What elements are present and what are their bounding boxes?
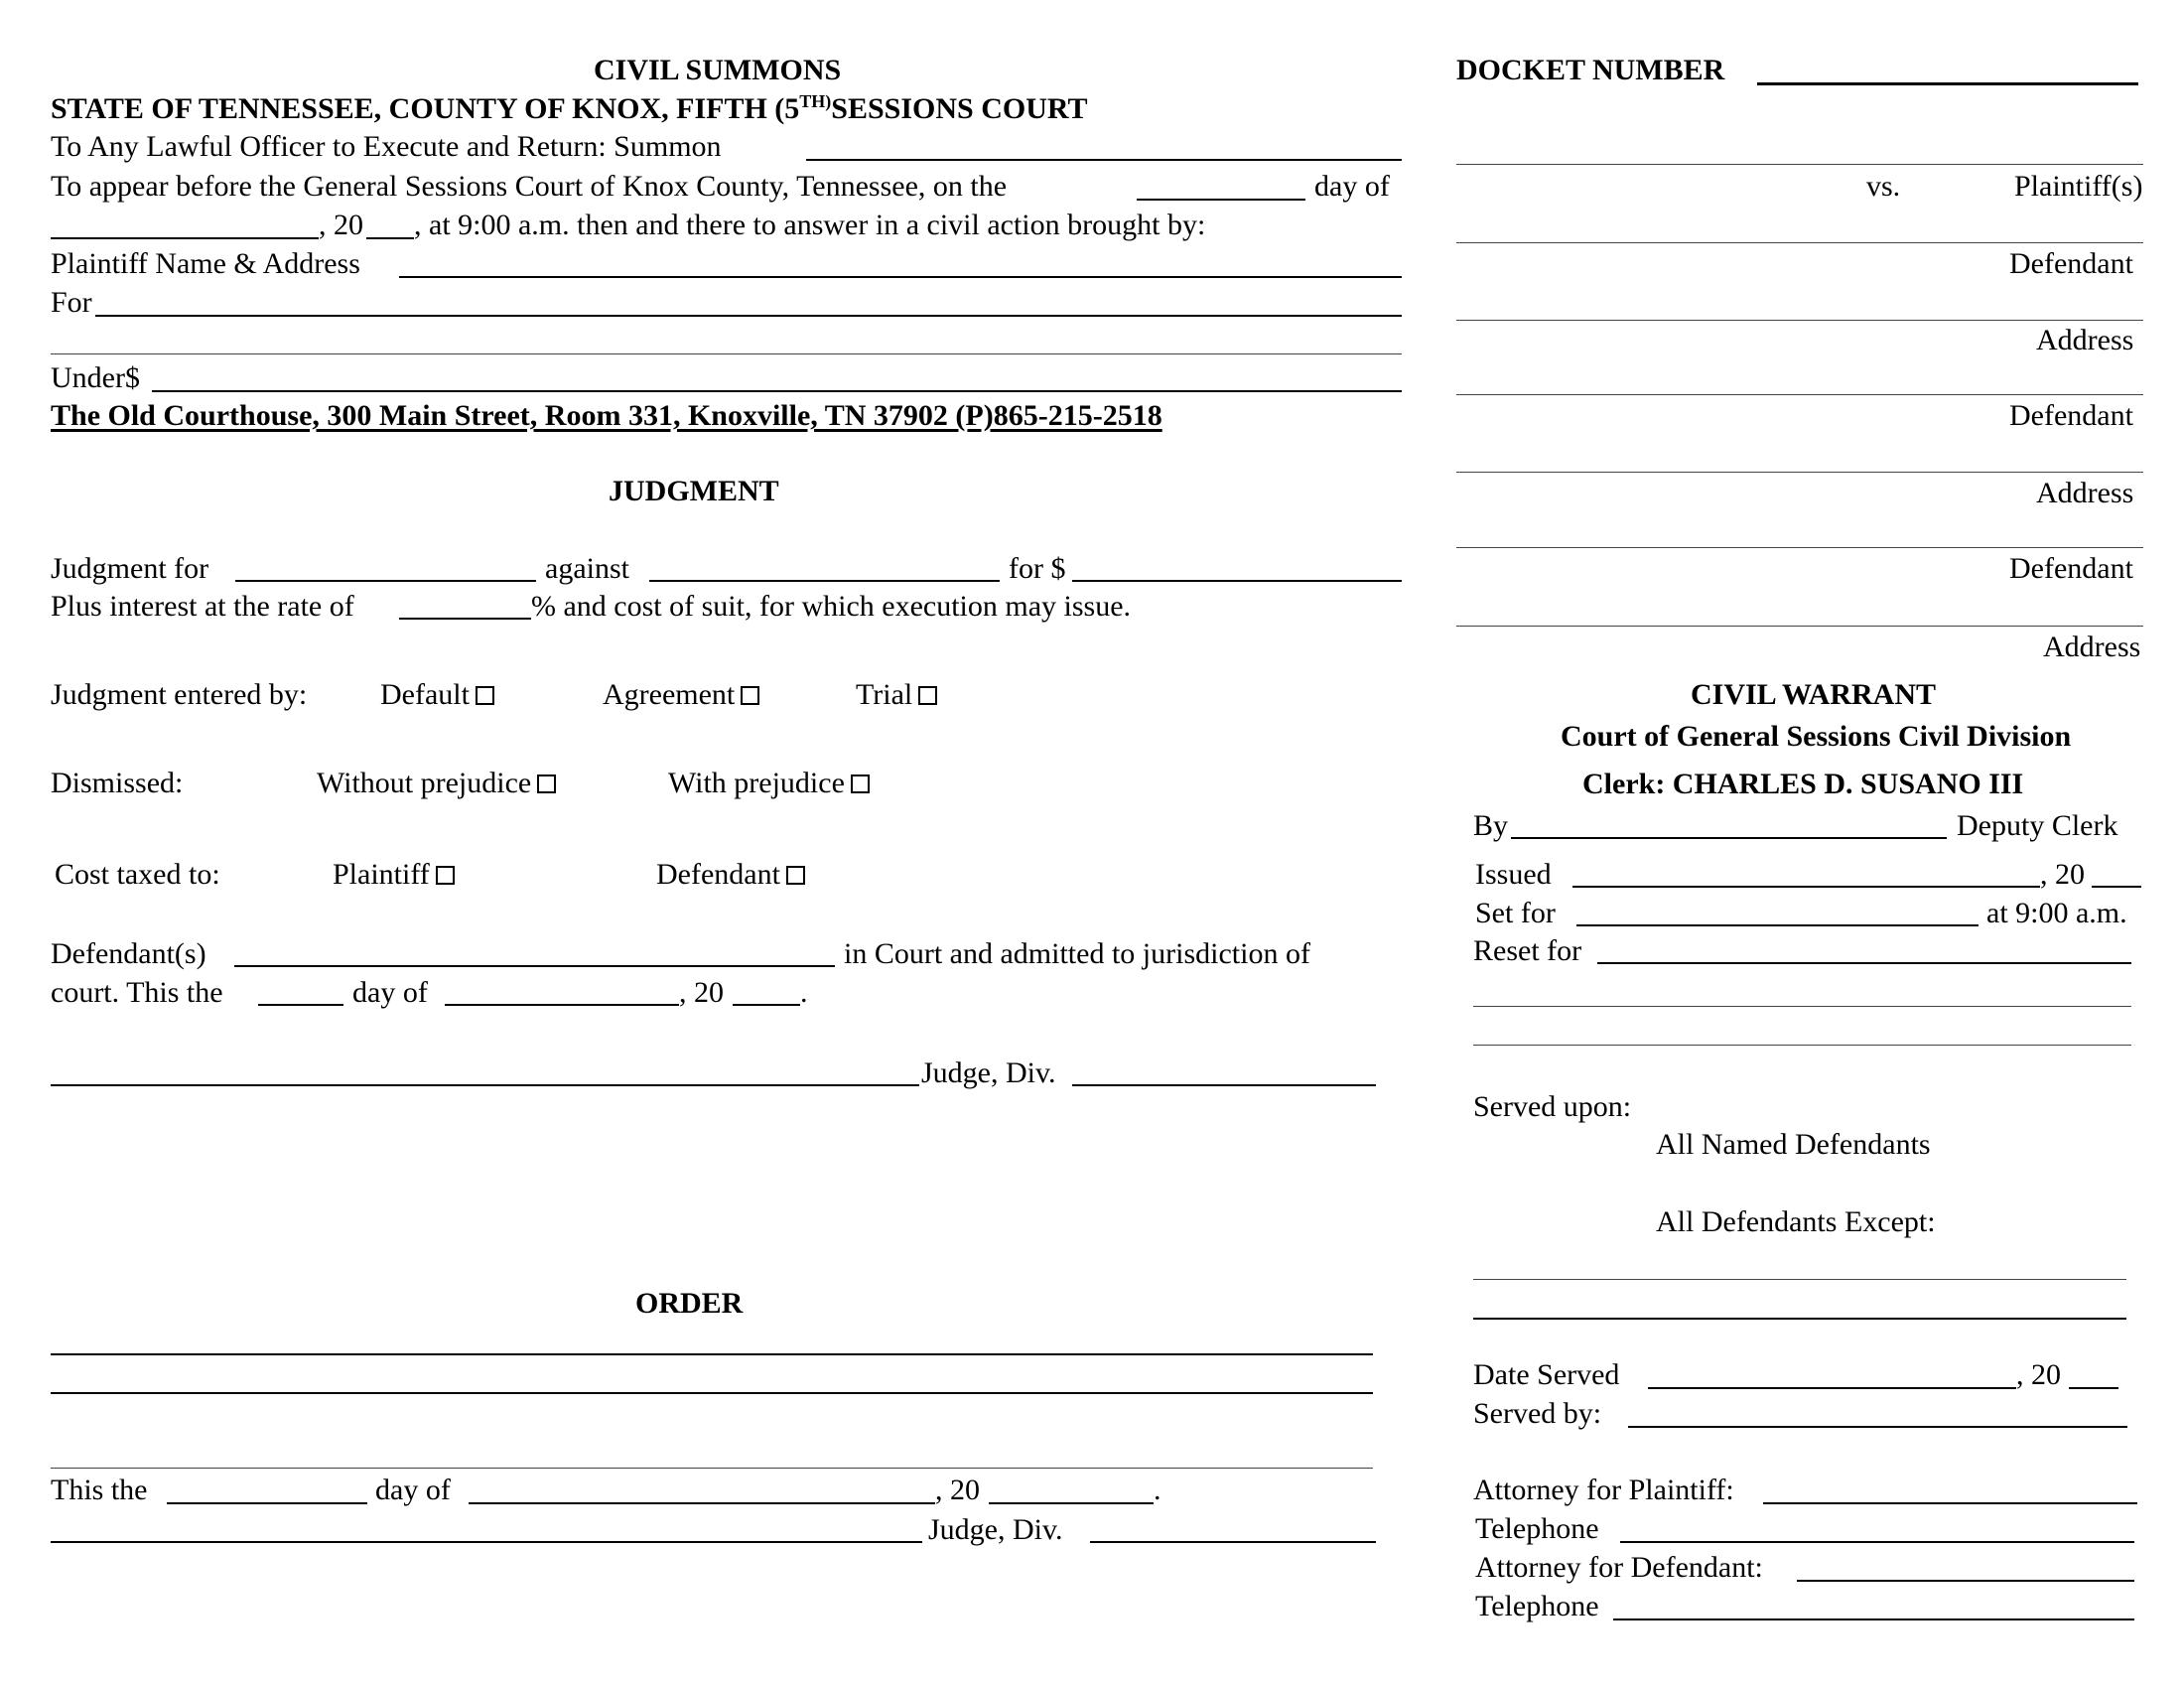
trial-checkbox[interactable]: Trial — [856, 680, 937, 710]
cost-taxed-label: Cost taxed to: — [55, 858, 220, 891]
issued-field[interactable] — [1572, 886, 2040, 888]
in-court-text: in Court and admitted to jurisdiction of — [844, 937, 1310, 970]
plaintiff-line[interactable] — [1456, 164, 2143, 165]
served-by-field[interactable] — [1628, 1426, 2127, 1428]
order-period: . — [1154, 1474, 1161, 1506]
served-by-label: Served by: — [1473, 1397, 1602, 1430]
order-div-field[interactable] — [1090, 1541, 1376, 1543]
judgment-for-field[interactable] — [235, 580, 536, 582]
date-served-label: Date Served — [1473, 1358, 1620, 1391]
except-line-1[interactable] — [1473, 1279, 2126, 1280]
set-for-label: Set for — [1475, 897, 1556, 929]
by-label: By — [1473, 809, 1509, 842]
appear-year-field[interactable] — [366, 237, 414, 239]
reset-for-field[interactable] — [1597, 962, 2131, 964]
appear-time-text: , at 9:00 a.m. then and there to answer in a civil action brought by: — [414, 209, 1206, 241]
order-line-1[interactable] — [51, 1353, 1373, 1355]
address-2-label: Address — [2036, 477, 2134, 509]
attorney-defendant-label: Attorney for Defendant: — [1475, 1551, 1763, 1584]
date-served-year-field[interactable] — [2069, 1387, 2118, 1389]
judgment-period: . — [800, 976, 808, 1009]
dismissed-label: Dismissed: — [51, 767, 184, 799]
judgment-amount-field[interactable] — [1072, 580, 1402, 582]
except-line-2[interactable] — [1473, 1318, 2126, 1320]
plaintiff-field[interactable] — [399, 276, 1402, 278]
defendant-3-label: Defendant — [2009, 552, 2133, 585]
appear-day-label: day of — [1314, 170, 1390, 203]
judgment-for-label: Judgment for — [51, 552, 209, 585]
for-field[interactable] — [95, 315, 1402, 317]
with-prejudice-checkbox[interactable]: With prejudice — [668, 769, 870, 798]
order-line-3[interactable] — [51, 1468, 1373, 1469]
order-year-prefix: , 20 — [935, 1474, 980, 1506]
courthouse-address: The Old Courthouse, 300 Main Street, Room 331, Knoxville, TN 37902 (P)865-215-2518 — [51, 399, 1162, 432]
issued-year-field[interactable] — [2092, 886, 2141, 888]
docket-number-field[interactable] — [1757, 82, 2138, 85]
reset-for-label: Reset for — [1473, 934, 1582, 967]
summons-title: CIVIL SUMMONS — [594, 54, 842, 86]
deputy-clerk-label: Deputy Clerk — [1957, 809, 2118, 842]
court-heading: STATE OF TENNESSEE, COUNTY OF KNOX, FIFTH ($5^{TH)}SESSIONS$ COURT — [51, 91, 1088, 125]
address-3-label: Address — [2043, 631, 2141, 663]
warrant-subtitle: Court of General Sessions Civil Division — [1561, 720, 2072, 753]
judgment-day-of: day of — [352, 976, 428, 1009]
order-day-field[interactable] — [167, 1502, 367, 1504]
without-prejudice-checkbox[interactable]: Without prejudice — [317, 769, 556, 798]
judgment-year-prefix: , 20 — [679, 976, 724, 1009]
under-amount-field[interactable] — [152, 390, 1402, 392]
entered-by-label: Judgment entered by: — [51, 678, 308, 711]
judge-signature-field[interactable] — [51, 1084, 919, 1086]
date-served-field[interactable] — [1648, 1387, 2016, 1389]
plaintiffs-label: Plaintiff(s) — [2014, 170, 2143, 203]
reset-line-2[interactable] — [1473, 1006, 2131, 1007]
under-label: Under$ — [51, 361, 140, 394]
amount-label: for $ — [1009, 552, 1066, 585]
all-named-defendants[interactable]: All Named Defendants — [1656, 1128, 1931, 1161]
set-for-time: at 9:00 a.m. — [1986, 897, 2127, 929]
defendant-telephone-label: Telephone — [1475, 1590, 1599, 1622]
cost-defendant-checkbox[interactable]: Defendant — [656, 860, 805, 890]
summon-field[interactable] — [806, 159, 1402, 161]
judgment-year-field[interactable] — [733, 1004, 800, 1006]
judgment-day-field[interactable] — [258, 1004, 343, 1006]
address-1-line[interactable] — [1456, 320, 2143, 321]
against-field[interactable] — [649, 580, 1000, 582]
vs-label: vs. — [1866, 170, 1901, 203]
defendants-label: Defendant(s) — [51, 937, 206, 970]
defendant-2-line[interactable] — [1456, 394, 2143, 395]
deputy-signature-field[interactable] — [1511, 837, 1947, 839]
warrant-title: CIVIL WARRANT — [1691, 678, 1937, 711]
all-defendants-except[interactable]: All Defendants Except: — [1656, 1205, 1936, 1238]
judgment-judge-label: Judge, Div. — [921, 1056, 1056, 1089]
order-month-field[interactable] — [469, 1502, 935, 1504]
officer-label: To Any Lawful Officer to Execute and Return: Summon — [51, 130, 722, 163]
interest-text: % and cost of suit, for which execution may issue. — [531, 590, 1132, 623]
issued-year-prefix: , 20 — [2040, 858, 2085, 891]
plaintiff-label: Plaintiff Name & Address — [51, 247, 360, 280]
served-upon-label: Served upon: — [1473, 1090, 1632, 1123]
judgment-div-field[interactable] — [1072, 1084, 1376, 1086]
address-1-label: Address — [2036, 324, 2134, 356]
against-label: against — [545, 552, 629, 585]
for-label: For — [51, 286, 92, 319]
defendant-3-line[interactable] — [1456, 547, 2143, 548]
for-field-line-2[interactable] — [51, 353, 1402, 354]
interest-rate-field[interactable] — [399, 618, 531, 620]
docket-number-label: DOCKET NUMBER — [1456, 54, 1725, 86]
reset-line-3[interactable] — [1473, 1045, 2131, 1046]
order-year-field[interactable] — [989, 1502, 1154, 1504]
appear-text: To appear before the General Sessions Court of Knox County, Tennessee, on the — [51, 170, 1008, 203]
attorney-plaintiff-label: Attorney for Plaintiff: — [1473, 1474, 1734, 1506]
interest-label: Plus interest at the rate of — [51, 590, 354, 623]
default-checkbox[interactable]: Default — [380, 680, 494, 710]
address-2-line[interactable] — [1456, 472, 2143, 473]
order-judge-label: Judge, Div. — [928, 1513, 1063, 1546]
clerk-name: Clerk: CHARLES D. SUSANO III — [1582, 768, 2024, 800]
issued-label: Issued — [1475, 858, 1552, 891]
cost-plaintiff-checkbox[interactable]: Plaintiff — [333, 860, 455, 890]
plaintiff-telephone-label: Telephone — [1475, 1512, 1599, 1545]
agreement-checkbox[interactable]: Agreement — [603, 680, 759, 710]
set-for-field[interactable] — [1576, 924, 1979, 926]
address-3-line[interactable] — [1456, 626, 2143, 627]
plaintiff-telephone-field[interactable] — [1620, 1541, 2134, 1543]
order-title: ORDER — [635, 1287, 744, 1320]
judgment-month-field[interactable] — [445, 1004, 679, 1006]
defendant-1-line[interactable] — [1456, 242, 2143, 243]
attorney-plaintiff-field[interactable] — [1763, 1502, 2137, 1504]
order-judge-signature-field[interactable] — [51, 1541, 922, 1543]
court-this-label: court. This the — [51, 976, 223, 1009]
appear-day-field[interactable] — [1137, 199, 1305, 201]
attorney-defendant-field[interactable] — [1797, 1580, 2134, 1582]
order-day-of: day of — [375, 1474, 451, 1506]
order-this-the: This the — [51, 1474, 148, 1506]
order-line-2[interactable] — [51, 1392, 1373, 1394]
defendant-telephone-field[interactable] — [1613, 1618, 2134, 1620]
defendants-field[interactable] — [234, 965, 835, 967]
judgment-title: JUDGMENT — [609, 475, 779, 507]
appear-year-prefix: , 20 — [319, 209, 363, 241]
date-served-year-prefix: , 20 — [2016, 1358, 2061, 1391]
defendant-1-label: Defendant — [2009, 247, 2133, 280]
appear-month-field[interactable] — [51, 237, 319, 239]
defendant-2-label: Defendant — [2009, 399, 2133, 432]
